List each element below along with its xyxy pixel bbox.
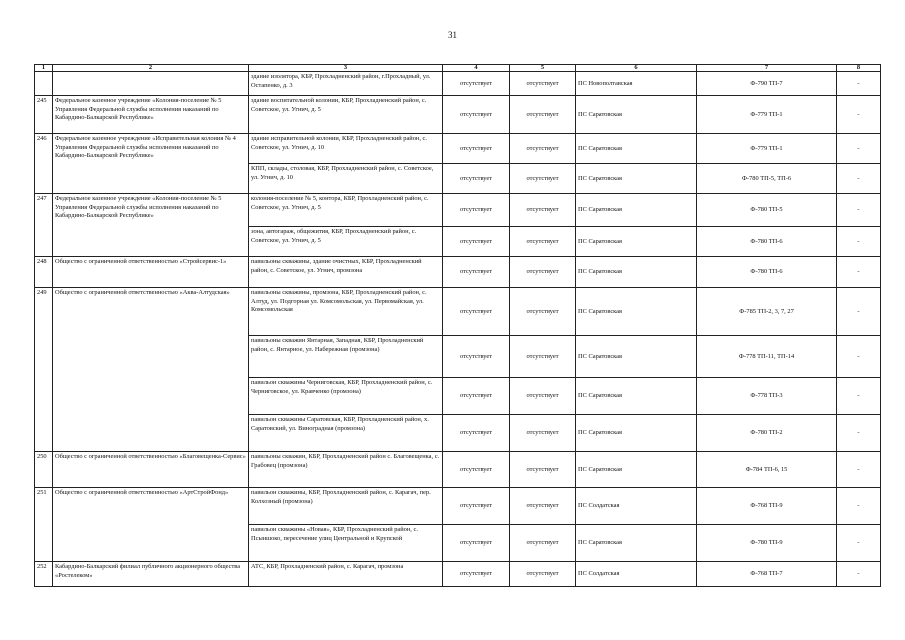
col5-value: отсутствует [510, 378, 576, 415]
object-address: КПП, склады, столовая, КБР, Прохладненский район, с. Советское, ул. Угнич, д. 10 [249, 164, 443, 194]
col4-value: отсутствует [443, 378, 510, 415]
object-address: колония-поселение № 5, контора, КБР, Прохладненский район, с. Советское, ул. Угнич, д. 5 [249, 194, 443, 227]
col5-value: отсутствует [510, 415, 576, 452]
header-cell: 2 [53, 65, 249, 72]
header-cell: 5 [510, 65, 576, 72]
col4-value: отсутствует [443, 488, 510, 525]
col8-value: - [837, 562, 881, 587]
col4-value: отсутствует [443, 72, 510, 96]
feeder-value: Ф-780 ТП-6 [697, 257, 837, 288]
col5-value: отсутствует [510, 227, 576, 257]
table-row [35, 452, 881, 488]
feeder-value: Ф-779 ТП-1 [697, 96, 837, 134]
header-cell: 3 [249, 65, 443, 72]
col4-value: отсутствует [443, 452, 510, 488]
row-number: 251 [35, 488, 53, 562]
feeder-value: Ф-779 ТП-1 [697, 134, 837, 164]
object-address: павильон скважины Черниговская, КБР, Прохладненский район, с. Черниговское, ул. Кравченко (промзона) [249, 378, 443, 415]
object-address: здание исправительной колонии, КБР, Прохладненский район, с. Советское, ул. Угнич, д. 10 [249, 134, 443, 164]
col8-value: - [837, 164, 881, 194]
table-row [35, 134, 881, 164]
header-cell: 6 [576, 65, 697, 72]
row-number [35, 72, 53, 96]
col8-value: - [837, 194, 881, 227]
col5-value: отсутствует [510, 194, 576, 227]
row-number: 250 [35, 452, 53, 488]
col4-value: отсутствует [443, 134, 510, 164]
col8-value: - [837, 336, 881, 378]
object-address: павильоны скважины, промзона, КБР, Прохладненский район, с. Алтуд, ул. Подгорная ул. Комсомольская, ул. Первомайская, ул. Комсомольская [249, 288, 443, 336]
substation-name: ПС Солдатская [576, 488, 697, 525]
col5-value: отсутствует [510, 488, 576, 525]
register-table [34, 64, 881, 587]
object-address: павильоны скважин, КБР, Прохладненский район с. Благовещенка, с. Грабовец (промзона) [249, 452, 443, 488]
col8-value: - [837, 96, 881, 134]
organization-name: Общество с ограниченной ответственностью «Аква-Алтудская» [53, 288, 249, 452]
header-cell: 8 [837, 65, 881, 72]
feeder-value: Ф-780 ТП-6 [697, 227, 837, 257]
table-row [35, 257, 881, 288]
substation-name: ПС Саратовская [576, 288, 697, 336]
col5-value: отсутствует [510, 288, 576, 336]
object-address: здание изолятора, КБР, Прохладненский район, г.Прохладный, ул. Остапенко, д. 3 [249, 72, 443, 96]
row-number: 245 [35, 96, 53, 134]
table-row [35, 562, 881, 587]
page-number: 31 [448, 30, 457, 40]
substation-name: ПС Саратовская [576, 257, 697, 288]
table-row [35, 194, 881, 227]
object-address: зона, автогараж, общежития, КБР, Прохладненский район, с. Советское, ул. Угнич, д. 5 [249, 227, 443, 257]
col8-value: - [837, 134, 881, 164]
feeder-value: Ф-778 ТП-3 [697, 378, 837, 415]
col5-value: отсутствует [510, 336, 576, 378]
organization-name: Кабардино-Балкарский филиал публичного акционерного общества «Ростелеком» [53, 562, 249, 587]
organization-name: Общество с ограниченной ответственностью «Стройсервис-1» [53, 257, 249, 288]
col4-value: отсутствует [443, 525, 510, 562]
col4-value: отсутствует [443, 194, 510, 227]
row-number: 247 [35, 194, 53, 257]
substation-name: ПС Саратовская [576, 378, 697, 415]
organization-name [53, 72, 249, 96]
header-cell: 7 [697, 65, 837, 72]
col4-value: отсутствует [443, 164, 510, 194]
substation-name: ПС Саратовская [576, 227, 697, 257]
substation-name: ПС Саратовская [576, 415, 697, 452]
col4-value: отсутствует [443, 257, 510, 288]
col4-value: отсутствует [443, 288, 510, 336]
col8-value: - [837, 72, 881, 96]
object-address: АТС, КБР, Прохладненский район, с. Карагач, промзона [249, 562, 443, 587]
col8-value: - [837, 452, 881, 488]
col5-value: отсутствует [510, 257, 576, 288]
col8-value: - [837, 227, 881, 257]
table-row [35, 96, 881, 134]
organization-name: Общество с ограниченной ответственностью «АртСтройФонд» [53, 488, 249, 562]
col4-value: отсутствует [443, 336, 510, 378]
feeder-value: Ф-780 ТП-5, ТП-6 [697, 164, 837, 194]
col5-value: отсутствует [510, 562, 576, 587]
table-row [35, 288, 881, 336]
object-address: павильоны скважин Янтарная, Западная, КБР, Прохладненский район, с. Янтарное, ул. Набережная (промзона) [249, 336, 443, 378]
header-cell: 1 [35, 65, 53, 72]
substation-name: ПС Саратовская [576, 525, 697, 562]
row-number: 249 [35, 288, 53, 452]
substation-name: ПС Саратовская [576, 96, 697, 134]
col5-value: отсутствует [510, 452, 576, 488]
col8-value: - [837, 488, 881, 525]
col5-value: отсутствует [510, 164, 576, 194]
col4-value: отсутствует [443, 96, 510, 134]
organization-name: Федеральное казенное учреждение «Исправительная колония № 4 Управления Федеральной службы исполнения наказаний по Кабардино-Балкарской Республике» [53, 134, 249, 194]
feeder-value: Ф-790 ТП-7 [697, 72, 837, 96]
table-row [35, 488, 881, 525]
substation-name: ПС Саратовская [576, 194, 697, 227]
substation-name: ПС Саратовская [576, 134, 697, 164]
feeder-value: Ф-778 ТП-11, ТП-14 [697, 336, 837, 378]
object-address: павильон скважины, КБР, Прохладненский район, с. Карагач, пер. Колхозный (промзона) [249, 488, 443, 525]
object-address: здание воспитательной колонии, КБР, Прохладненский район, с. Советское, ул. Угнич, д. 5 [249, 96, 443, 134]
feeder-value: Ф-780 ТП-5 [697, 194, 837, 227]
substation-name: ПС Саратовская [576, 336, 697, 378]
col8-value: - [837, 288, 881, 336]
col5-value: отсутствует [510, 525, 576, 562]
header-row [35, 65, 881, 72]
substation-name: ПС Саратовская [576, 164, 697, 194]
col4-value: отсутствует [443, 415, 510, 452]
col8-value: - [837, 525, 881, 562]
feeder-value: Ф-784 ТП-6, 15 [697, 452, 837, 488]
feeder-value: Ф-768 ТП-7 [697, 562, 837, 587]
col5-value: отсутствует [510, 72, 576, 96]
col8-value: - [837, 415, 881, 452]
table-row [35, 72, 881, 96]
feeder-value: Ф-785 ТП-2, 3, 7, 27 [697, 288, 837, 336]
organization-name: Федеральное казенное учреждение «Колония-поселение № 5 Управления Федеральной службы исполнения наказаний по Кабардино-Балкарской Республике» [53, 194, 249, 257]
col5-value: отсутствует [510, 96, 576, 134]
object-address: павильон скважины «Новая», КБР, Прохладненский район, с. Псыншоко, пересечение улиц Центральной и Крупской [249, 525, 443, 562]
row-number: 248 [35, 257, 53, 288]
header-cell: 4 [443, 65, 510, 72]
feeder-value: Ф-768 ТП-9 [697, 488, 837, 525]
col5-value: отсутствует [510, 134, 576, 164]
row-number: 246 [35, 134, 53, 194]
feeder-value: Ф-780 ТП-9 [697, 525, 837, 562]
substation-name: ПС Солдатская [576, 562, 697, 587]
row-number: 252 [35, 562, 53, 587]
organization-name: Федеральное казенное учреждение «Колония-поселение № 5 Управления Федеральной службы исполнения наказаний по Кабардино-Балкарской Республике» [53, 96, 249, 134]
object-address: павильон скважины Саратовская, КБР, Прохладненский район, х. Саратовский, ул. Виноградная (промзона) [249, 415, 443, 452]
substation-name: ПС Саратовская [576, 452, 697, 488]
col8-value: - [837, 257, 881, 288]
object-address: павильоны скважины, здание очистных, КБР, Прохладненский район, с. Советское, ул. Угнич, промзона [249, 257, 443, 288]
organization-name: Общество с ограниченной ответственностью «Благовещенка-Сервис» [53, 452, 249, 488]
col4-value: отсутствует [443, 562, 510, 587]
col8-value: - [837, 378, 881, 415]
col4-value: отсутствует [443, 227, 510, 257]
substation-name: ПС Новополтавская [576, 72, 697, 96]
feeder-value: Ф-780 ТП-2 [697, 415, 837, 452]
